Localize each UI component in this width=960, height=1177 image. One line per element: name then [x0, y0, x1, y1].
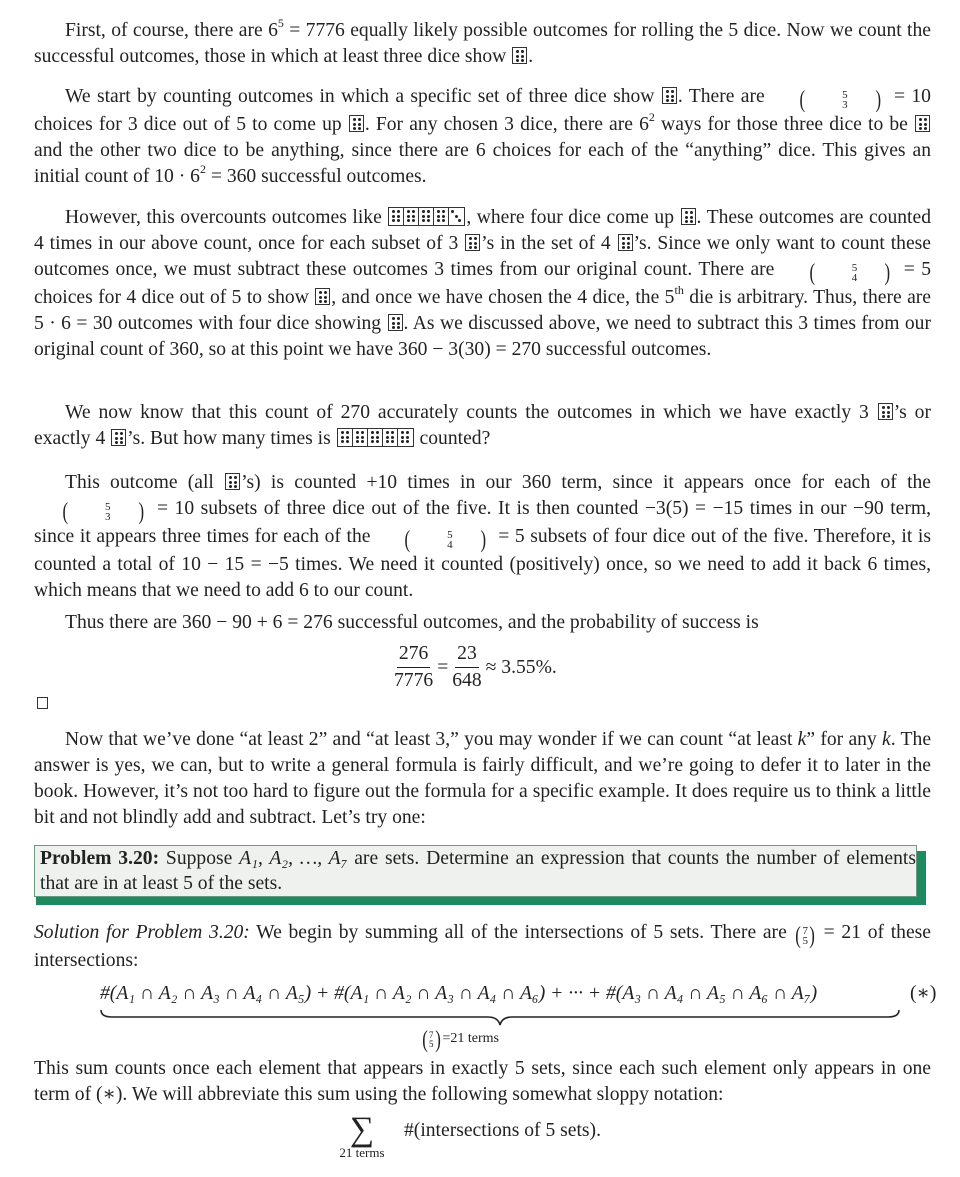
die-pip [376, 431, 379, 434]
text: and the other two dice to be anything, since there are 6 choices for each of the “anything” dice. This gives an initial count of 10 · 6 [34, 140, 931, 187]
die-pip [229, 485, 232, 488]
text: ’s. But how many times is [127, 428, 336, 449]
superscript: th [674, 283, 684, 298]
approximation: ≈ 3.55%. [485, 656, 557, 678]
die-pip [437, 215, 440, 218]
die-pip [406, 436, 409, 439]
die-face-6-icon [338, 429, 353, 446]
die-pip [391, 440, 394, 443]
sigma-symbol: ∑ [349, 1111, 375, 1148]
die-pip [690, 216, 693, 219]
die-pip [356, 431, 359, 434]
binom-n: 5 [851, 262, 858, 274]
dice-outcome-66666 [337, 428, 414, 447]
binom-n: 5 [447, 529, 453, 541]
summation-expression: #(intersections of 5 sets). [404, 1120, 601, 1141]
die-pip [469, 237, 472, 240]
die-pip [437, 219, 440, 222]
paragraph-abbreviation [34, 1056, 931, 1108]
text: We now know that this count of 270 accurately counts the outcomes in which we have exactly 3 [65, 402, 877, 423]
die-pip [376, 440, 379, 443]
paragraph-at-least-k [34, 727, 931, 831]
die-pip [690, 220, 693, 223]
die-pip [391, 431, 394, 434]
set-list: A₁, A₂, …, A₇ [239, 848, 348, 869]
die-face-3-icon [449, 208, 464, 225]
die-pip [391, 436, 394, 439]
die-face-6-icon [662, 87, 677, 104]
die-pip [353, 123, 356, 126]
text: Thus there are 360 − 90 + 6 = 276 successful outcomes, and the probability of success is [65, 612, 759, 633]
die-pip [120, 437, 123, 440]
text: This sum counts once each element that appears in exactly 5 sets, since each such element only appears in one term of (∗). We will abbreviate this sum using the following somewhat sloppy notation: [34, 1058, 931, 1105]
summation-index-label: 21 terms [339, 1145, 385, 1160]
die-face-6-icon [225, 473, 240, 490]
die-pip [319, 296, 322, 299]
problem-label: Problem 3.20: [40, 848, 160, 869]
die-pip [358, 127, 361, 130]
text: ’s or exactly 4 [34, 402, 931, 449]
text: ’s. Since we only want to count these outcomes once, we must subtract these outcomes 3 times from our original count. There are [34, 233, 931, 280]
die-face-6-icon [618, 234, 633, 251]
text: ways for those three dice to be [654, 114, 915, 135]
binom-n: 5 [105, 501, 111, 513]
die-pip [397, 215, 400, 218]
die-pip [422, 210, 425, 213]
paragraph-overcount [34, 205, 931, 363]
die-pip [371, 436, 374, 439]
die-pip [685, 220, 688, 223]
summation [337, 1112, 387, 1160]
die-pip [392, 210, 395, 213]
die-pip [401, 436, 404, 439]
text: . The answer is yes, we can, but to write a general formula is fairly difficult, and we’re going to defer it to later in the book. However, it’s not too hard to figure out the formula for a specific example. It does require us to think a little bit and not blindly add and subtract. Let’s try one: [34, 729, 932, 828]
die-pip [324, 291, 327, 294]
text: . There are [677, 86, 772, 107]
text: However, this overcounts outcomes like [65, 207, 388, 228]
probability-equation [390, 641, 557, 694]
die-pip [887, 415, 890, 418]
die-face-6-icon [368, 429, 383, 446]
text: = 10 subsets of three dice out of the five. It is then counted −3(5) = −15 times in our −90 term, since it appears three times for each of the [34, 498, 931, 547]
binomial-coefficient: ( 5 3 ) [62, 499, 144, 525]
die-pip [324, 300, 327, 303]
exponent: 2 [199, 162, 206, 177]
die-pip [427, 210, 430, 213]
variable-k: k [797, 729, 807, 750]
die-pip [397, 210, 400, 213]
die-pip [666, 90, 669, 93]
die-pip [622, 242, 625, 245]
text: . For any chosen 3 dice, there are 6 [364, 114, 649, 135]
die-pip [361, 431, 364, 434]
die-pip [919, 127, 922, 130]
binom-k: 5 [429, 1039, 434, 1049]
text: , where four dice come up [466, 207, 680, 228]
die-face-6-icon [389, 208, 404, 225]
die-pip [115, 441, 118, 444]
die-face-6-icon [398, 429, 413, 446]
binomial-coefficient: ( 5 3 ) [799, 87, 881, 113]
die-pip [397, 219, 400, 222]
equation-tag: (∗) [910, 983, 937, 1004]
die-face-6-icon [388, 314, 403, 331]
die-face-6-icon [681, 208, 696, 225]
die-pip [392, 317, 395, 320]
formula-text: #(A₁ ∩ A₂ ∩ A₃ ∩ A₄ ∩ A₅) + #(A₁ ∩ A₂ ∩ A₃ ∩ A₄ ∩ A₆) + ··· + #(A₃ ∩ A₄ ∩ A₅ ∩ A₆ ∩ A₇) [100, 983, 818, 1004]
paragraph-total-outcomes [34, 18, 931, 70]
paragraph-all-sixes [34, 470, 931, 604]
die-pip [437, 210, 440, 213]
die-pip [521, 59, 524, 62]
die-pip [319, 291, 322, 294]
die-pip [386, 440, 389, 443]
die-pip [412, 210, 415, 213]
die-pip [115, 437, 118, 440]
die-pip [455, 215, 458, 218]
die-pip [671, 99, 674, 102]
text: ’s in the set of 4 [481, 233, 617, 254]
qed-square-icon [37, 697, 48, 709]
text: ” for any [806, 729, 883, 750]
die-pip [924, 123, 927, 126]
die-pip [407, 210, 410, 213]
die-pip [115, 432, 118, 435]
die-pip [234, 485, 237, 488]
die-pip [474, 237, 477, 240]
denominator: 7776 [394, 670, 434, 691]
die-pip [358, 118, 361, 121]
die-pip [412, 219, 415, 222]
text: =21 terms [442, 1031, 499, 1046]
die-pip [516, 50, 519, 53]
die-pip [371, 431, 374, 434]
text: This outcome (all [65, 472, 225, 493]
numerator: 276 [397, 641, 430, 668]
problem-box [34, 845, 917, 897]
die-pip [887, 406, 890, 409]
die-pip [392, 326, 395, 329]
text: Now that we’ve done “at least 2” and “at least 3,” you may wonder if we can count “at least [65, 729, 798, 750]
text: are sets. Determine an expression that counts the number of elements that are in at least 5 of the sets. [40, 848, 916, 894]
die-pip [666, 95, 669, 98]
die-pip [324, 296, 327, 299]
die-pip [887, 411, 890, 414]
die-pip [882, 415, 885, 418]
paragraph-how-many-times [34, 400, 931, 452]
binomial-coefficient: ( 7 5 ) [422, 1027, 441, 1053]
binom-k: 3 [842, 99, 848, 111]
die-face-6-icon [434, 208, 449, 225]
die-pip [361, 436, 364, 439]
die-pip [406, 431, 409, 434]
die-pip [358, 123, 361, 126]
dice-outcome-66663 [388, 207, 465, 226]
die-pip [229, 476, 232, 479]
die-pip [341, 436, 344, 439]
die-pip [397, 326, 400, 329]
die-pip [407, 219, 410, 222]
die-face-6-icon [915, 115, 930, 132]
paragraph-initial-count [34, 84, 931, 190]
die-pip [427, 219, 430, 222]
die-pip [666, 99, 669, 102]
die-pip [442, 219, 445, 222]
binom-n: 7 [802, 925, 808, 937]
die-pip [407, 215, 410, 218]
die-pip [397, 322, 400, 325]
binomial-coefficient: ( 5 4 ) [809, 260, 891, 286]
die-pip [392, 219, 395, 222]
die-pip [229, 481, 232, 484]
die-face-6-icon [353, 429, 368, 446]
die-pip [401, 440, 404, 443]
die-pip [458, 219, 461, 222]
die-pip [685, 216, 688, 219]
die-pip [120, 441, 123, 444]
die-pip [386, 436, 389, 439]
die-pip [685, 211, 688, 214]
die-pip [622, 237, 625, 240]
die-pip [397, 317, 400, 320]
die-pip [469, 246, 472, 249]
die-pip [442, 210, 445, 213]
die-pip [346, 436, 349, 439]
die-pip [521, 50, 524, 53]
die-pip [882, 411, 885, 414]
die-pip [422, 219, 425, 222]
binom-k: 5 [802, 935, 808, 947]
die-face-6-icon [419, 208, 434, 225]
die-pip [622, 246, 625, 249]
die-face-6-icon [404, 208, 419, 225]
equals-sign: = [437, 656, 449, 678]
text: We begin by summing all of the intersections of 5 sets. There are [249, 922, 794, 943]
die-pip [234, 481, 237, 484]
binom-n: 7 [429, 1030, 434, 1040]
die-pip [882, 406, 885, 409]
text: counted? [414, 428, 491, 449]
fraction [452, 641, 481, 694]
binom-k: 3 [105, 511, 111, 523]
solution-paragraph [34, 920, 931, 974]
die-pip [627, 246, 630, 249]
die-face-6-icon [349, 115, 364, 132]
binom-n: 5 [842, 89, 848, 101]
die-pip [442, 215, 445, 218]
text: . As we discussed above, we need to subtract this 3 times from our original count of 360, so at this point we have 360 − 3(30) = 270 successful outcomes. [34, 313, 932, 360]
binomial-coefficient: ( 7 5 ) [795, 923, 815, 949]
die-pip [412, 215, 415, 218]
solution-label: Solution for Problem 3.20: [34, 922, 250, 943]
die-pip [356, 440, 359, 443]
die-pip [401, 431, 404, 434]
die-face-6-icon [878, 403, 893, 420]
die-pip [516, 55, 519, 58]
die-pip [919, 118, 922, 121]
die-pip [690, 211, 693, 214]
die-pip [451, 210, 454, 213]
die-pip [356, 436, 359, 439]
die-pip [346, 431, 349, 434]
die-pip [627, 242, 630, 245]
die-pip [234, 476, 237, 479]
die-face-6-icon [383, 429, 398, 446]
die-pip [346, 440, 349, 443]
text: = 360 successful outcomes. [205, 166, 427, 187]
binom-k: 4 [447, 539, 453, 551]
die-pip [120, 432, 123, 435]
die-pip [392, 215, 395, 218]
intersection-sum-formula [100, 981, 900, 1007]
die-pip [469, 242, 472, 245]
die-pip [341, 431, 344, 434]
paragraph-probability [34, 610, 931, 636]
text: . These outcomes are counted 4 times in our above count, once for each subset of 3 [34, 207, 931, 254]
die-pip [474, 246, 477, 249]
fraction [394, 641, 433, 694]
die-pip [427, 215, 430, 218]
text: = 10 choices for 3 dice out of 5 to come up [34, 86, 931, 135]
text: die is arbitrary. Thus, there are 5 · 6 = 30 outcomes with four dice showing [34, 287, 932, 334]
die-pip [671, 95, 674, 98]
die-pip [319, 300, 322, 303]
underbrace-label [420, 1026, 499, 1052]
die-pip [353, 118, 356, 121]
die-pip [474, 242, 477, 245]
text: ’s) is counted +10 times in our 360 term, since it appears once for each of the [241, 472, 932, 493]
die-pip [516, 59, 519, 62]
die-face-6-icon [512, 47, 527, 64]
die-pip [671, 90, 674, 93]
underbrace [100, 1009, 900, 1027]
die-face-6-icon [111, 429, 126, 446]
die-pip [919, 123, 922, 126]
binom-k: 4 [851, 272, 858, 284]
die-pip [627, 237, 630, 240]
die-pip [392, 322, 395, 325]
binomial-coefficient: ( 5 4 ) [404, 527, 486, 553]
text: = 5 subsets of four dice out of the five. Therefore, it is counted a total of 10 − 15 = −5 times. We need it counted (positively) once, so we need to add it back 6 times, which means that we need to add 6 to our count. [34, 526, 931, 601]
exponent: 2 [648, 110, 655, 125]
die-pip [371, 440, 374, 443]
text: . [528, 46, 534, 67]
die-pip [386, 431, 389, 434]
problem-statement [40, 846, 916, 896]
die-pip [924, 127, 927, 130]
numerator: 23 [455, 641, 479, 668]
text: First, of course, there are 6 [65, 20, 278, 41]
text: = 21 of these intersections: [34, 922, 931, 971]
text: = 7776 equally likely possible outcomes for rolling the 5 dice. Now we count the successful outcomes, those in which at least three dice show [34, 20, 931, 67]
die-pip [376, 436, 379, 439]
text: We start by counting outcomes in which a specific set of three dice show [65, 86, 661, 107]
die-face-6-icon [315, 288, 330, 305]
die-pip [422, 215, 425, 218]
exponent: 5 [277, 16, 284, 31]
variable-k: k [882, 729, 891, 750]
die-pip [924, 118, 927, 121]
denominator: 648 [452, 670, 482, 691]
die-pip [341, 440, 344, 443]
die-pip [521, 55, 524, 58]
die-pip [353, 127, 356, 130]
text: = 5 choices for 4 dice out of 5 to show [34, 259, 931, 308]
text: , and once we have chosen the 4 dice, the 5 [331, 287, 675, 308]
die-pip [361, 440, 364, 443]
text: Suppose [159, 848, 240, 869]
die-face-6-icon [465, 234, 480, 251]
die-pip [406, 440, 409, 443]
